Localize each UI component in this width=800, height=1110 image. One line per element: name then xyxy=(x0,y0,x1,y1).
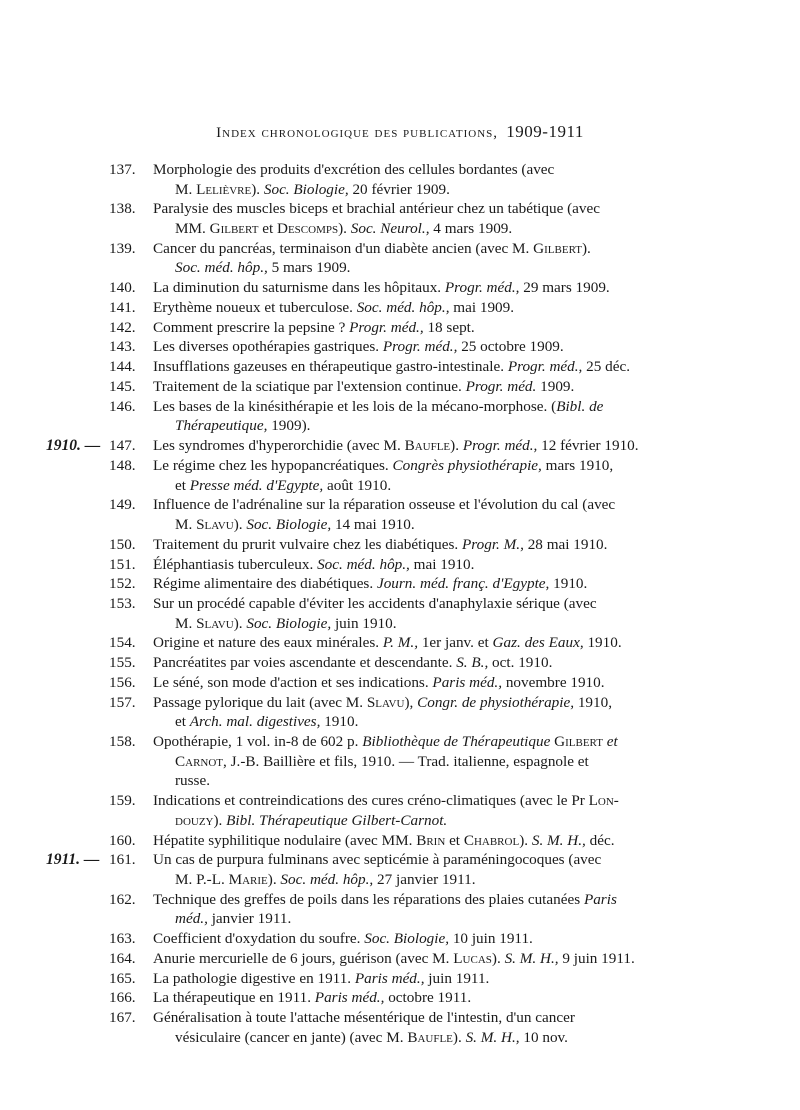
entry-text: Anurie mercurielle de 6 jours, guérison (avec M. xyxy=(153,949,454,967)
publication-entry xyxy=(0,850,800,889)
entry-line xyxy=(153,771,700,791)
journal-reference: Presse méd. d'Egypte, xyxy=(189,476,324,494)
entry-text: novembre 1910. xyxy=(502,674,605,691)
author-name: Slavu xyxy=(366,693,405,711)
entry-number: 167. xyxy=(109,1009,136,1027)
year-marker: 1910. — xyxy=(46,437,101,455)
entry-line xyxy=(153,949,700,969)
entry-text: 27 janvier 1911. xyxy=(373,870,476,888)
entry-text: octobre 1911. xyxy=(384,989,472,1007)
entry-line xyxy=(153,791,700,811)
entry-text: 28 mai 1910. xyxy=(523,535,608,553)
entry-text: 5 mars 1909. xyxy=(267,259,351,277)
journal-reference: S. M. H., xyxy=(465,1028,520,1046)
entry-line xyxy=(153,476,700,496)
publication-entry xyxy=(0,633,800,653)
entry-number: 155. xyxy=(109,654,136,672)
entry-text: Généralisation à toute l'attache mésentérique de l'intestin, d'un cancer xyxy=(153,1009,575,1027)
publication-entry xyxy=(0,436,800,456)
journal-reference: Progr. méd., xyxy=(507,358,583,376)
entry-number: 145. xyxy=(109,378,136,396)
journal-reference: Progr. méd., xyxy=(382,338,458,356)
entry-text: Éléphantiasis tuberculeux. xyxy=(153,555,318,573)
entry-text: 25 déc. xyxy=(582,358,631,376)
journal-reference: Congr. de physiothérapie, xyxy=(417,693,575,711)
journal-reference: S. B., xyxy=(456,654,489,672)
entry-text: 1910, xyxy=(574,693,612,711)
entry-line xyxy=(153,239,700,259)
journal-reference: Soc. Biologie, xyxy=(246,614,332,632)
publication-entry xyxy=(0,594,800,633)
entry-number: 153. xyxy=(109,595,136,613)
author-name: Lon- xyxy=(588,792,619,810)
entry-text: Un cas de purpura fulminans avec septicémie à paraméningocoques (avec xyxy=(153,851,602,869)
entry-line xyxy=(153,1028,700,1048)
publication-entry xyxy=(0,456,800,495)
entry-text: 18 sept. xyxy=(423,318,475,336)
journal-reference: Soc. Neurol., xyxy=(350,219,430,237)
publication-entry xyxy=(0,988,800,1008)
entry-text: déc. xyxy=(585,831,615,849)
publication-entry xyxy=(0,653,800,673)
entry-text: ), xyxy=(404,693,418,711)
entry-text: Origine et nature des eaux minérales. xyxy=(153,634,383,652)
publication-entry xyxy=(0,337,800,357)
journal-reference: Arch. mal. digestives, xyxy=(189,713,321,731)
entry-text: ). xyxy=(267,870,281,888)
entry-text: mai 1909. xyxy=(449,298,515,316)
entry-text: 1910. xyxy=(320,713,359,731)
entry-number: 152. xyxy=(109,575,136,593)
journal-reference: Progr. méd., xyxy=(349,318,424,336)
entry-text: Sur un procédé capable d'éviter les accidents d'anaphylaxie sérique (avec xyxy=(153,595,597,613)
journal-reference: Thérapeutique, xyxy=(175,417,268,435)
entry-text: 1909. xyxy=(536,378,575,396)
journal-reference: Paris méd., xyxy=(314,989,385,1007)
entry-text: juin 1911. xyxy=(424,969,490,987)
entry-line xyxy=(153,732,700,752)
entry-line xyxy=(153,495,700,515)
entry-text: La thérapeutique en 1911. xyxy=(153,989,315,1007)
entry-text: janvier 1911. xyxy=(207,910,292,928)
journal-reference: Progr. méd. xyxy=(465,378,537,396)
publication-entry xyxy=(0,318,800,338)
entry-number: 162. xyxy=(109,890,136,908)
entry-number: 151. xyxy=(109,555,136,573)
entry-number: 147. xyxy=(109,437,136,455)
entry-line xyxy=(153,673,700,693)
entry-line xyxy=(153,929,700,949)
entry-number: 165. xyxy=(109,969,136,987)
entry-text: 10 nov. xyxy=(519,1028,568,1046)
publication-entry xyxy=(0,298,800,318)
entry-text: 4 mars 1909. xyxy=(429,219,513,237)
author-name: douzy xyxy=(175,811,214,829)
entry-line xyxy=(153,850,700,870)
author-name: Descomps xyxy=(276,219,339,237)
entry-line xyxy=(153,180,700,200)
entry-text: M. xyxy=(175,180,197,198)
journal-reference: Progr. M., xyxy=(462,535,524,553)
entry-number: 164. xyxy=(109,949,136,967)
entry-text: ). xyxy=(581,239,591,257)
entry-line xyxy=(153,633,700,653)
entry-line xyxy=(153,337,700,357)
journal-reference: Soc. Biologie, xyxy=(246,515,332,533)
journal-reference: Paris xyxy=(583,890,617,908)
entry-number: 137. xyxy=(109,161,136,178)
entry-text: Morphologie des produits d'excrétion des cellules bordantes (avec xyxy=(153,161,555,178)
entry-line xyxy=(153,712,700,732)
entry-text: Le séné, son mode d'action et ses indications. xyxy=(153,674,433,691)
entry-text: Erythème noueux et tuberculose. xyxy=(153,298,357,316)
entry-text: ). xyxy=(233,515,247,533)
entry-text: Les syndromes d'hyperorchidie (avec M. xyxy=(153,437,405,455)
author-name: Slavu xyxy=(196,515,234,533)
entry-line xyxy=(153,909,700,929)
journal-reference: Soc. Biologie, xyxy=(364,930,450,948)
entry-text: 12 février 1910. xyxy=(537,437,639,455)
entry-text: août 1910. xyxy=(323,476,392,494)
publication-entry xyxy=(0,791,800,830)
entry-text: Les diverses opothérapies gastriques. xyxy=(153,338,383,356)
entry-line xyxy=(153,397,700,417)
entry-text: ). xyxy=(519,831,532,849)
author-name: Lucas xyxy=(453,949,492,967)
entry-line xyxy=(153,831,700,851)
entry-text: Paralysie des muscles biceps et brachial antérieur chez un tabétique (avec xyxy=(153,200,600,218)
entry-line xyxy=(153,298,700,318)
entry-text: Le régime chez les hypopancréatiques. xyxy=(153,456,393,474)
entry-text: russe. xyxy=(175,772,211,790)
entry-text: 10 juin 1911. xyxy=(449,930,533,948)
publication-entry xyxy=(0,673,800,693)
entry-text: mai 1910. xyxy=(409,555,475,573)
journal-reference: Bibl. Thérapeutique Gilbert-Carnot. xyxy=(226,811,448,829)
entry-line xyxy=(153,278,700,298)
journal-reference: Paris méd., xyxy=(354,969,425,987)
entry-line xyxy=(153,318,700,338)
publication-entry xyxy=(0,1008,800,1047)
entry-line xyxy=(153,614,700,634)
entry-text: Opothérapie, 1 vol. in-8 de 602 p. xyxy=(153,733,363,751)
journal-reference: et xyxy=(606,733,618,751)
entry-text: Passage pylorique du lait (avec M. xyxy=(153,693,367,711)
entry-text: M. xyxy=(175,614,197,632)
entry-number: 149. xyxy=(109,496,136,514)
entry-line xyxy=(153,969,700,989)
journal-reference: Soc. méd. hôp., xyxy=(175,259,268,277)
entry-text: et xyxy=(445,831,464,849)
entry-text: mars 1910, xyxy=(541,456,614,474)
journal-reference: S. M. H., xyxy=(504,949,559,967)
journal-reference: Progr. méd., xyxy=(462,437,538,455)
entry-line xyxy=(153,811,700,831)
journal-reference: P. M., xyxy=(382,634,419,652)
entry-number: 166. xyxy=(109,989,136,1007)
entry-text: ). xyxy=(450,437,463,455)
entry-text: 20 février 1909. xyxy=(348,180,450,198)
entry-text: 25 octobre 1909. xyxy=(457,338,564,356)
author-name: Brin xyxy=(416,831,446,849)
journal-reference: Soc. méd. hôp., xyxy=(317,555,410,573)
publication-entry xyxy=(0,357,800,377)
entry-text: Indications et contreindications des cures créno-climatiques (avec le Pr xyxy=(153,792,589,810)
entry-text: juin 1910. xyxy=(331,614,397,632)
entry-number: 141. xyxy=(109,298,136,316)
publication-entry xyxy=(0,555,800,575)
entry-number: 144. xyxy=(109,358,136,376)
publication-entry xyxy=(0,495,800,534)
publication-entry xyxy=(0,160,800,199)
journal-reference: Bibl. de xyxy=(556,397,604,415)
entry-text: Insufflations gazeuses en thérapeutique gastro-intestinale. xyxy=(153,358,508,376)
entry-line xyxy=(153,416,700,436)
entry-number: 158. xyxy=(109,733,136,751)
running-header xyxy=(0,122,800,142)
entry-line xyxy=(153,199,700,219)
publication-entry xyxy=(0,929,800,949)
entry-text: 1er janv. et xyxy=(418,634,493,652)
entry-text: oct. 1910. xyxy=(488,654,553,672)
journal-reference: méd., xyxy=(175,910,208,928)
entry-text: Traitement du prurit vulvaire chez les diabétiques. xyxy=(153,535,463,553)
journal-reference: Gaz. des Eaux, xyxy=(492,634,584,652)
entry-number: 157. xyxy=(109,693,136,711)
entry-line xyxy=(153,594,700,614)
journal-reference: Bibliothèque de Thérapeutique xyxy=(362,733,551,751)
entry-text: Technique des greffes de poils dans les réparations des plaies cutanées xyxy=(153,890,584,908)
author-name: Chabrol xyxy=(463,831,520,849)
entry-number: 156. xyxy=(109,674,136,691)
entry-text: 9 juin 1911. xyxy=(558,949,635,967)
publication-entry xyxy=(0,693,800,732)
entry-text: Comment prescrire la pepsine ? xyxy=(153,318,350,336)
author-name: Baufle xyxy=(407,1028,453,1046)
entry-text: Pancréatites par voies ascendante et descendante. xyxy=(153,654,457,672)
entry-text: 14 mai 1910. xyxy=(331,515,415,533)
entry-text: Régime alimentaire des diabétiques. xyxy=(153,575,377,593)
entry-text: ). xyxy=(251,180,264,198)
entry-number: 163. xyxy=(109,930,136,948)
journal-reference: Paris méd., xyxy=(432,674,503,691)
author-name: Marie xyxy=(228,870,268,888)
entry-line xyxy=(153,653,700,673)
entry-line xyxy=(153,890,700,910)
entry-text: Cancer du pancréas, terminaison d'un diabète ancien (avec M. xyxy=(153,239,534,257)
entry-number: 140. xyxy=(109,279,136,297)
publication-list xyxy=(0,160,800,1048)
entry-text: et xyxy=(175,476,190,494)
author-name: Baufle xyxy=(404,437,451,455)
entry-line xyxy=(153,535,700,555)
entry-text: 1910. xyxy=(583,634,622,652)
entry-number: 143. xyxy=(109,338,136,356)
publication-entry xyxy=(0,239,800,278)
journal-reference: S. M. H., xyxy=(531,831,586,849)
journal-reference: Progr. méd., xyxy=(444,279,520,297)
entry-number: 142. xyxy=(109,318,136,336)
journal-reference: Congrès physiothérapie, xyxy=(392,456,542,474)
entry-text: ). xyxy=(491,949,505,967)
entry-line xyxy=(153,1008,700,1028)
year-marker: 1911. — xyxy=(46,851,100,869)
publication-entry xyxy=(0,535,800,555)
publication-entry xyxy=(0,732,800,791)
publication-entry xyxy=(0,890,800,929)
entry-text: ). xyxy=(213,811,227,829)
entry-text: MM. xyxy=(175,219,210,237)
entry-text: ). xyxy=(338,219,351,237)
journal-reference: Soc. méd. hôp., xyxy=(280,870,374,888)
entry-line xyxy=(153,574,700,594)
entry-text: Coefficient d'oxydation du soufre. xyxy=(153,930,365,948)
entry-line xyxy=(153,377,700,397)
publication-entry xyxy=(0,574,800,594)
entry-text: Les bases de la kinésithérapie et les lois de la mécano-morphose. ( xyxy=(153,397,557,415)
publication-entry xyxy=(0,969,800,989)
entry-line xyxy=(153,752,700,772)
entry-line xyxy=(153,357,700,377)
entry-text: La pathologie digestive en 1911. xyxy=(153,969,355,987)
author-name: Carnot xyxy=(175,752,224,770)
entry-number: 150. xyxy=(109,535,136,553)
entry-line xyxy=(153,870,700,890)
entry-text: vésiculaire (cancer en jante) (avec M. xyxy=(175,1028,408,1046)
journal-reference: Soc. méd. hôp., xyxy=(356,298,450,316)
entry-text: 1909). xyxy=(267,417,311,435)
entry-number: 159. xyxy=(109,792,136,810)
entry-line xyxy=(153,515,700,535)
author-name: Gilbert xyxy=(554,733,603,751)
header-title: Index chronologique des publications, xyxy=(216,125,499,141)
entry-number: 139. xyxy=(109,239,136,257)
entry-text: et xyxy=(258,219,277,237)
entry-number: 138. xyxy=(109,200,136,218)
entry-text: et xyxy=(175,713,190,731)
entry-line xyxy=(153,555,700,575)
entry-line xyxy=(153,988,700,1008)
header-years: 1909-1911 xyxy=(506,122,584,141)
publication-entry xyxy=(0,199,800,238)
entry-number: 146. xyxy=(109,397,136,415)
author-name: Lelièvre xyxy=(196,180,252,198)
entry-text: 29 mars 1909. xyxy=(519,279,610,297)
author-name: Gilbert xyxy=(533,239,582,257)
entry-line xyxy=(153,160,700,180)
publication-entry xyxy=(0,278,800,298)
entry-number: 160. xyxy=(109,831,136,849)
entry-number: 148. xyxy=(109,456,136,474)
publication-entry xyxy=(0,831,800,851)
entry-line xyxy=(153,219,700,239)
entry-text: Traitement de la sciatique par l'extension continue. xyxy=(153,378,466,396)
publication-entry xyxy=(0,397,800,436)
author-name: Gilbert xyxy=(209,219,259,237)
entry-text: Influence de l'adrénaline sur la réparation osseuse et l'évolution du cal (avec xyxy=(153,496,616,514)
author-name: Slavu xyxy=(196,614,234,632)
entry-text: M. xyxy=(175,515,197,533)
entry-text: , J.-B. Baillière et fils, 1910. — Trad. italienne, espagnole et xyxy=(223,752,589,770)
entry-text: Hépatite syphilitique nodulaire (avec MM. xyxy=(153,831,417,849)
entry-text: M. P.-L. xyxy=(175,870,229,888)
entry-text: ). xyxy=(452,1028,466,1046)
entry-line xyxy=(153,456,700,476)
entry-number: 154. xyxy=(109,634,136,652)
entry-number: 161. xyxy=(109,851,136,869)
entry-text: ). xyxy=(233,614,247,632)
entry-line xyxy=(153,258,700,278)
entry-line xyxy=(153,693,700,713)
entry-line xyxy=(153,436,700,456)
journal-reference: Soc. Biologie, xyxy=(263,180,349,198)
publication-entry xyxy=(0,377,800,397)
publication-entry xyxy=(0,949,800,969)
entry-text: 1910. xyxy=(549,575,588,593)
journal-reference: Journ. méd. franç. d'Egypte, xyxy=(376,575,550,593)
entry-text: La diminution du saturnisme dans les hôpitaux. xyxy=(153,279,445,297)
